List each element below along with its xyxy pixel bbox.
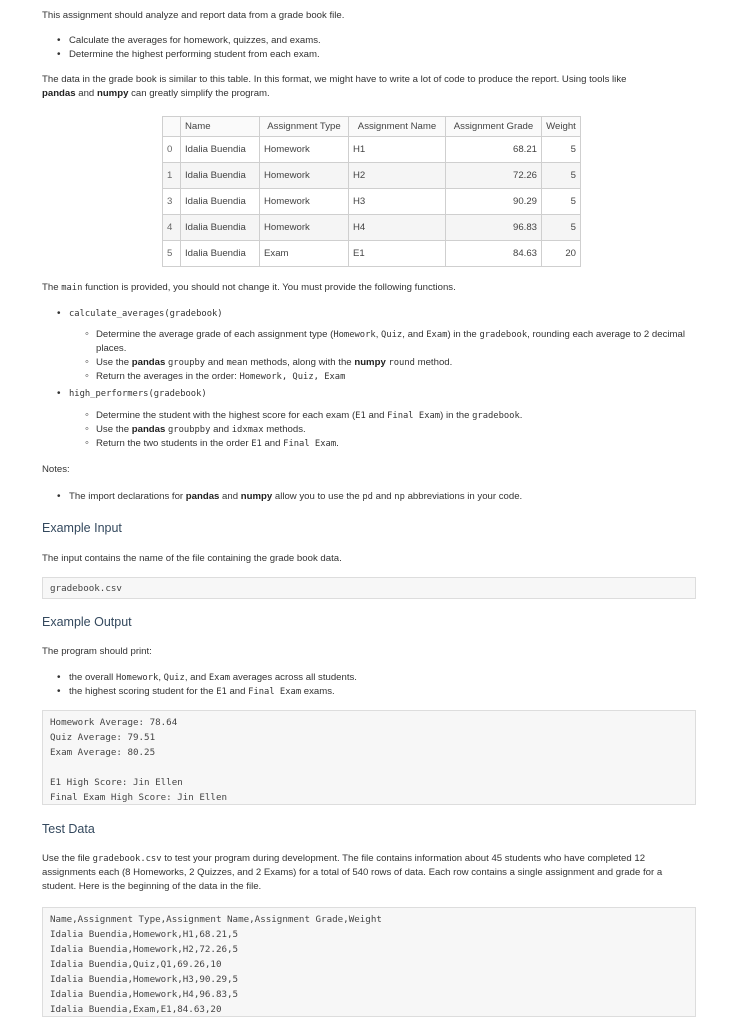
cell-grade: 90.29 <box>446 189 542 215</box>
cell-assignment: H4 <box>349 215 446 241</box>
gradebook-table <box>162 116 581 267</box>
text: allow you to use the <box>274 491 360 502</box>
text: methods, along with the <box>250 356 352 368</box>
example-input-heading: Example Input <box>42 521 122 535</box>
example-output-bullet-1 <box>69 671 699 685</box>
col-assignment-type: Assignment Type <box>260 117 349 137</box>
text: , <box>375 329 379 340</box>
text: . <box>519 410 523 421</box>
code-quiz: Quiz <box>163 673 185 683</box>
intro-paragraph <box>42 73 702 101</box>
cell-grade: 96.83 <box>446 215 542 241</box>
text: and <box>375 491 392 502</box>
functions-list <box>69 307 699 321</box>
cell-name: Idalia Buendia <box>181 215 260 241</box>
table-row <box>163 137 581 163</box>
code-mean: mean <box>226 357 248 368</box>
code-e1: E1 <box>355 411 366 421</box>
test-data-code: Name,Assignment Type,Assignment Name,Assignment Grade,Weight Idalia Buendia,Homework,H1,68.21,5 Idalia Buendia,Homework,H2,72.26,5 Idalia Buendia,Quiz,Q1,69.26,10 Idalia Buendia,Homework,H3,90.29,5 Idalia Buendia,Homework,H4,96.83,5 Idalia Buendia,Exam,E1,84.63,20 <box>42 907 696 1017</box>
table-row <box>163 189 581 215</box>
main-code: main <box>61 283 83 293</box>
text: Use the <box>96 356 130 368</box>
notes-label: Notes: <box>42 464 70 475</box>
text: exams. <box>303 685 335 697</box>
text: and <box>368 410 385 421</box>
cell-assignment: E1 <box>349 241 446 267</box>
example-input-text: The input contains the name of the file containing the grade book data. <box>42 553 342 564</box>
test-data-heading: Test Data <box>42 822 95 836</box>
cell-index: 5 <box>163 241 181 267</box>
cell-type: Homework <box>260 189 349 215</box>
code-round: round <box>388 357 415 368</box>
intro-para-part1: The data in the grade book is similar to this table. In this format, we might have to write a lot of code to produce the report. Using tools like <box>42 74 627 85</box>
cell-index: 1 <box>163 163 181 189</box>
cell-name: Idalia Buendia <box>181 163 260 189</box>
text: and <box>213 423 230 435</box>
text: to test your program during development. The file contains information about 45 students who have completed 12 assignments each (8 Homeworks, 2 Quizzes, and 2 Exams) for a total of 540 rows of data. Each row contains a single assignment and grade for a student. Here is the beginning of the data in the file. <box>42 853 663 892</box>
code-final-exam: Final Exam <box>387 411 441 421</box>
fn2-bullet-2 <box>96 423 696 437</box>
cell-type: Homework <box>260 215 349 241</box>
intro-pandas: pandas <box>42 87 76 99</box>
code-gradebook: gradebook <box>479 330 528 340</box>
fn2-details <box>96 409 696 451</box>
text: averages across all students. <box>232 672 357 683</box>
text: ) in the <box>440 410 470 421</box>
intro-bullet-2: • Determine the highest performing student from each exam. <box>69 48 321 62</box>
cell-type: Exam <box>260 241 349 267</box>
text: method. <box>417 356 453 368</box>
cell-weight: 20 <box>542 241 581 267</box>
text: Use the <box>96 423 130 435</box>
code-final-exam: Final Exam <box>248 686 302 697</box>
notes-bullet <box>69 490 699 504</box>
text: and <box>264 437 281 449</box>
text: ) in the <box>447 329 477 340</box>
text: and <box>207 356 224 368</box>
cell-weight: 5 <box>542 163 581 189</box>
code-e1: E1 <box>251 438 262 449</box>
example-output-code: Homework Average: 78.64 Quiz Average: 79.51 Exam Average: 80.25 E1 High Score: Jin Ellen Final Exam High Score: Jin Ellen <box>42 710 696 805</box>
col-assignment-grade: Assignment Grade <box>446 117 542 137</box>
text: methods. <box>266 423 306 435</box>
code-final-exam: Final Exam <box>283 438 337 449</box>
code-order: Homework, Quiz, Exam <box>239 371 346 382</box>
functions-list-2 <box>69 387 699 401</box>
code-homework: Homework <box>115 673 159 683</box>
cell-name: Idalia Buendia <box>181 241 260 267</box>
intro-bullet-1: • Calculate the averages for homework, quizzes, and exams. <box>69 34 321 48</box>
example-input-code: gradebook.csv <box>42 577 696 599</box>
code-groupby: groubpby <box>168 424 211 435</box>
text: Determine the student with the highest score for each exam ( <box>96 410 356 421</box>
text: , <box>158 672 161 683</box>
col-name: Name <box>181 117 260 137</box>
text: Determine the average grade of each assignment type ( <box>96 329 334 340</box>
code-groupby: groupby <box>168 357 206 368</box>
text: the overall <box>69 672 114 683</box>
cell-name: Idalia Buendia <box>181 189 260 215</box>
table-row <box>163 215 581 241</box>
code-np: np <box>394 492 405 502</box>
example-output-bullet-2 <box>69 685 699 699</box>
table-row <box>163 163 581 189</box>
cell-name: Idalia Buendia <box>181 137 260 163</box>
cell-weight: 5 <box>542 215 581 241</box>
main-note-post: function is provided, you should not change it. You must provide the following functions. <box>85 282 456 293</box>
text: the highest scoring student for the <box>69 685 214 697</box>
main-note <box>42 281 456 295</box>
cell-index: 4 <box>163 215 181 241</box>
cell-grade: 72.26 <box>446 163 542 189</box>
code-quiz: Quiz <box>381 330 403 340</box>
cell-grade: 84.63 <box>446 241 542 267</box>
fn1-bullet-3 <box>96 370 696 384</box>
code-exam: Exam <box>208 673 231 683</box>
cell-index: 3 <box>163 189 181 215</box>
col-assignment-name: Assignment Name <box>349 117 446 137</box>
code-e1: E1 <box>216 686 227 697</box>
text: Use the file <box>42 853 90 864</box>
bold-numpy: numpy <box>240 491 273 502</box>
function-calculate-averages <box>69 307 699 321</box>
example-output-text: The program should print: <box>42 646 152 657</box>
cell-type: Homework <box>260 163 349 189</box>
intro-para-part2: can greatly simplify the program. <box>131 87 270 99</box>
table-row <box>163 241 581 267</box>
intro-numpy: numpy <box>96 87 129 99</box>
fn1-details <box>96 328 696 384</box>
text: , and <box>402 329 424 340</box>
fn1-name: calculate_averages(gradebook) <box>69 309 223 319</box>
cell-assignment: H3 <box>349 189 446 215</box>
bold-pandas: pandas <box>131 423 166 435</box>
code-pd: pd <box>362 492 373 502</box>
cell-index: 0 <box>163 137 181 163</box>
test-data-paragraph <box>42 852 682 894</box>
code-homework: Homework <box>333 330 376 340</box>
notes-list <box>69 490 699 504</box>
text: and <box>222 491 239 502</box>
text: and <box>229 685 246 697</box>
fn1-bullet-1 <box>96 328 696 356</box>
intro-bullet-list <box>69 34 321 62</box>
intro-text: This assignment should analyze and report data from a grade book file. <box>42 10 345 21</box>
fn2-bullet-1 <box>96 409 696 423</box>
code-gradebook-csv: gradebook.csv <box>92 854 162 864</box>
example-output-list <box>69 671 699 699</box>
bold-numpy: numpy <box>354 356 386 368</box>
col-index <box>163 117 181 137</box>
cell-grade: 68.21 <box>446 137 542 163</box>
main-note-pre: The <box>42 282 59 293</box>
cell-type: Homework <box>260 137 349 163</box>
text: Return the two students in the order <box>96 437 249 449</box>
fn2-name: high_performers(gradebook) <box>69 389 207 399</box>
cell-assignment: H1 <box>349 137 446 163</box>
text: , rounding each average to 2 decimal places. <box>96 329 685 354</box>
bold-pandas: pandas <box>131 356 166 368</box>
text: The import declarations for <box>69 491 184 502</box>
text: abbreviations in your code. <box>407 491 523 502</box>
fn2-bullet-3 <box>96 437 696 451</box>
cell-weight: 5 <box>542 189 581 215</box>
intro-and: and <box>78 87 95 99</box>
example-output-heading: Example Output <box>42 615 132 629</box>
table-header-row <box>163 117 581 137</box>
function-high-performers <box>69 387 699 401</box>
code-gradebook: gradebook <box>472 411 520 421</box>
text: , and <box>184 672 207 683</box>
code-idxmax: idxmax <box>231 424 264 435</box>
fn1-bullet-2 <box>96 356 696 370</box>
code-exam: Exam <box>426 330 448 340</box>
text: . <box>336 437 339 449</box>
cell-weight: 5 <box>542 137 581 163</box>
col-weight: Weight <box>542 117 581 137</box>
bold-pandas: pandas <box>185 491 220 502</box>
text: Return the averages in the order: <box>96 370 237 382</box>
cell-assignment: H2 <box>349 163 446 189</box>
